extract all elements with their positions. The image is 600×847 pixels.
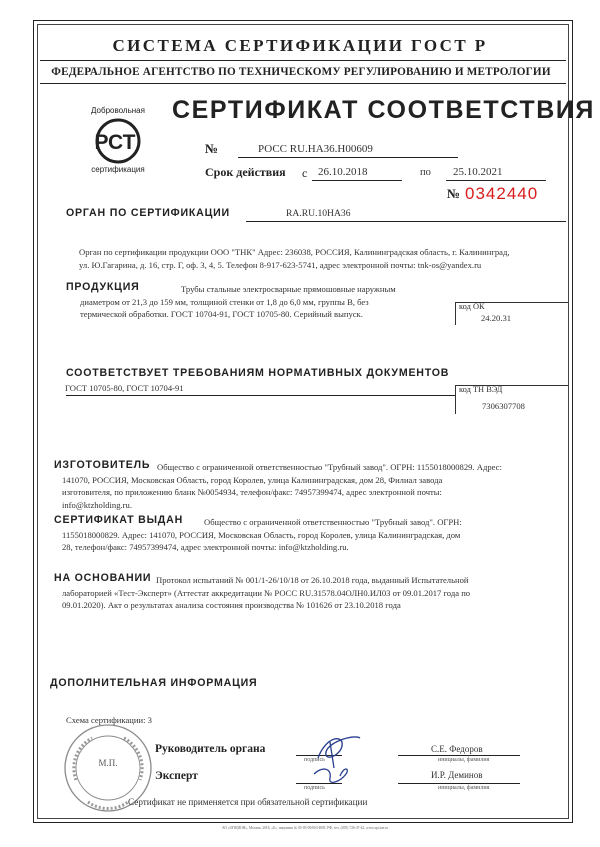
organ-text [79,246,569,271]
manufacturer-label: ИЗГОТОВИТЕЛЬ [54,459,151,471]
manufacturer-text [62,461,568,511]
organ-label: ОРГАН ПО СЕРТИФИКАЦИИ [66,207,230,219]
expert-name: И.Р. Деминов [431,770,483,780]
certificate-title: СЕРТИФИКАТ СООТВЕТСТВИЯ [172,96,595,124]
issued-text [62,516,568,554]
agency-title: ФЕДЕРАЛЬНОЕ АГЕНТСТВО ПО ТЕХНИЧЕСКОМУ РЕГУЛИРОВАНИЮ И МЕТРОЛОГИИ [51,66,551,78]
logo-top-text: Добровольная [91,106,145,115]
validity-from-label: с [302,166,308,180]
basis-text [62,574,568,612]
to-underline [446,180,546,181]
head-signature-caption: подпись [304,757,325,763]
expert-signature-caption: подпись [304,785,325,791]
scheme-text: Схема сертификации: 3 [66,715,152,725]
logo-mark: РСТ [94,131,136,154]
conformity-underline [66,395,456,396]
manufacturer-line: Общество с ограниченной ответственностью "Трубный завод". ОГРН: 1155018000829. Адрес: [157,462,502,472]
footer-note: Сертификат не применяется при обязательной сертификации [128,797,368,807]
from-underline [312,180,402,181]
logo-bottom-text: сертификация [91,165,145,174]
rst-logo [80,104,156,174]
organ-line: Орган по сертификации продукции ООО "ТНК" Адрес: 236038, РОССИЯ, Калининградская область, г. Калининград, [79,247,510,257]
conformity-label: СООТВЕТСТВУЕТ ТРЕБОВАНИЯМ НОРМАТИВНЫХ ДОКУМЕНТОВ [66,367,450,379]
issued-line: Общество с ограниченной ответственностью "Трубный завод". ОГРН: [204,517,462,527]
issued-line: 1155018000829. Адрес: 141070, РОССИЯ, Московская Область, город Королев, улица Калининградская, дом [62,529,461,540]
head-name-line [398,755,520,756]
serial-label: № [447,186,461,201]
basis-label: НА ОСНОВАНИИ [54,572,152,584]
product-line: Трубы стальные электросварные прямошовные наружным [181,284,396,294]
tnved-code-label: код ТН ВЭД [459,385,503,394]
basis-line: лабораторией «Тест-Эксперт» (Аттестат аккредитации № РОСС RU.31578.04ОЛН0.ИЛ03 от 09.01.2017 года по [62,587,471,598]
handwritten-signature [300,728,370,790]
head-label: Руководитель органа [155,743,266,755]
tnved-code-value: 7306307708 [482,401,525,411]
validity-to-label: по [420,167,431,178]
manufacturer-line: 141070, РОССИЯ, Московская Область, город Королев, улица Калининградская, дом 28, Филиал завода [62,474,443,485]
product-text [80,283,520,321]
number-label: № [205,141,219,156]
validity-to-date: 25.10.2021 [453,166,503,178]
signature-icon [300,728,370,790]
organ-line: ул. Ю.Гагарина, д. 16, стр. Г, оф. 3, 4, 5. Телефон 8-917-623-5741, адрес электронной почты: tnk-os@yandex.ru [79,259,482,270]
product-label: ПРОДУКЦИЯ [66,281,140,293]
manufacturer-line: info@ktzholding.ru. [62,499,132,510]
expert-name-line [398,783,520,784]
expert-label: Эксперт [155,770,198,782]
organ-underline [246,221,566,222]
validity-from-date: 26.10.2018 [318,166,368,178]
stamp-label: М.П. [98,758,118,768]
organ-code: RA.RU.10НА36 [286,208,351,219]
manufacturer-line: изготовителя, по приложению бланк №0054934, телефон/факс: 74957399474, адрес электронной почты: [62,487,442,498]
header-divider-top [40,60,566,61]
head-name: С.Е. Федоров [431,744,483,754]
head-initials-caption: инициалы, фамилия [438,757,490,763]
okp-code-value: 24.20.31 [481,313,512,323]
okp-code-label: код ОК [459,302,485,311]
header-divider-bottom [40,83,566,84]
validity-label: Срок действия [205,165,286,179]
rst-logo-icon [80,104,156,174]
product-line: термической обработки. ГОСТ 10704-91, ГОСТ 10705-80. Серийный выпуск. [80,309,363,320]
conformity-text: ГОСТ 10705-80, ГОСТ 10704-91 [65,383,184,393]
serial-number: 0342440 [465,184,539,203]
number-underline [238,157,458,158]
okp-code-box [455,302,568,325]
product-line: диаметром от 21,3 до 159 мм, толщиной стенки от 1,8 до 6,0 мм, группы В, без [80,296,369,307]
tnved-code-box [455,385,568,414]
print-info: АО «ОПЦИОН», Москва, 2018, «Б», лицензия № 05-05-09/003 ФНС РФ, тел. (495) 726-47-42, www.opcion.ru [222,826,389,830]
expert-initials-caption: инициалы, фамилия [438,785,490,791]
basis-line: Протокол испытаний № 001/1-26/10/18 от 26.10.2018 года, выданный Испытательной [156,575,469,585]
basis-line: 09.01.2020). Акт о результатах анализа состояния производства № 101626 от 23.10.2018 года [62,600,401,611]
issued-line: 28, телефон/факс: 74957399474, адрес электронной почты: info@ktzholding.ru. [62,542,349,553]
additional-label: ДОПОЛНИТЕЛЬНАЯ ИНФОРМАЦИЯ [50,677,258,689]
system-title: СИСТЕМА СЕРТИФИКАЦИИ ГОСТ Р [112,36,488,55]
certificate-number: РОСС RU.НА36.Н00609 [258,143,373,155]
issued-label: СЕРТИФИКАТ ВЫДАН [54,514,184,526]
